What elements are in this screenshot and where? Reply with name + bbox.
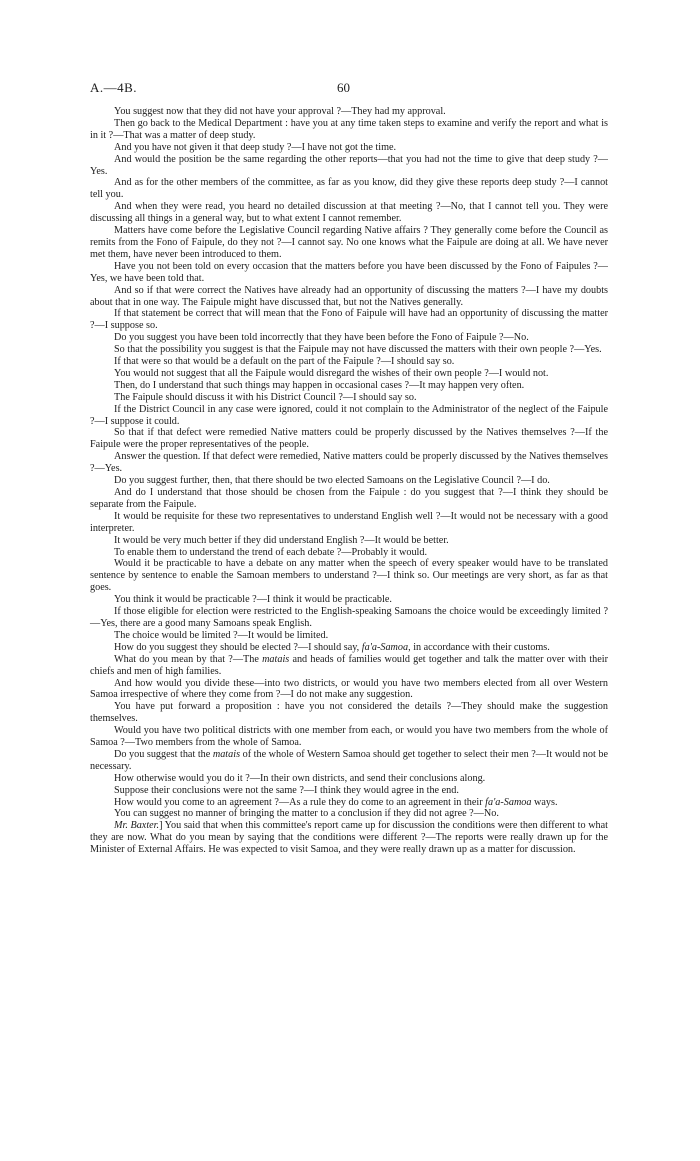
paragraph-text: You can suggest no manner of bringing the matter to a conclusion if they did not agree ?—No. xyxy=(114,808,499,820)
paragraph-text: You have put forward a proposition : have you not considered the details ?—They should make the suggestion themselves. xyxy=(90,701,608,725)
paragraph-text: Have you not been told on every occasion that the matters before you have been discussed by the Fono of Faipules ?—Yes, we have been told that. xyxy=(90,260,608,284)
paragraph-text: You suggest now that they did not have your approval ?—They had my approval. xyxy=(114,106,446,117)
transcript-paragraph xyxy=(90,547,608,559)
evidence-transcript xyxy=(90,106,608,856)
paragraph-text: If that statement be correct that will mean that the Fono of Faipule will have had an opportunity of discussing the matter ?—I suppose so. xyxy=(90,308,608,332)
paragraph-text: And do I understand that those should be chosen from the Faipule : do you suggest that ?—I think they should be separate from the Faipule. xyxy=(90,487,608,510)
paragraph-text: If the District Council in any case were ignored, could it not complain to the Administrator of the neglect of the Faipule ?—I suppose it could. xyxy=(90,403,608,427)
paragraph-text: Matters have come before the Legislative Council regarding Native affairs ? They generally come before the Council as remits from the Fono of Faipule, do they not ?—I cannot say. No one knows what the Faipule are doing at all. We have never met them, have never been introduced to them. xyxy=(90,225,608,260)
transcript-paragraph xyxy=(90,106,608,118)
paragraph-text: Do you suggest further, then, that there should be two elected Samoans on the Legislative Council ?—I do. xyxy=(114,475,550,487)
paragraph-text: How otherwise would you do it ?—In their own districts, and send their conclusions along. xyxy=(114,772,486,784)
transcript-paragraph xyxy=(90,368,608,380)
transcript-paragraph xyxy=(90,725,608,749)
transcript-paragraph xyxy=(90,261,608,285)
italic-text: Mr. Baxter. xyxy=(114,820,160,832)
paragraph-text: Answer the question. If that defect were remedied, Native matters could be properly discussed by the Natives themselves ?—Yes. xyxy=(90,451,608,475)
document-reference: A.—4B. xyxy=(90,80,138,95)
paragraph-text: And as for the other members of the committee, as far as you know, did they give these reports deep study ?—I cannot tell you. xyxy=(90,177,608,201)
paragraph-text: Would you have two political districts with one member from each, or would you have two members from the whole of Samoa ?—Two members from the whole of Samoa. xyxy=(90,725,608,749)
paragraph-text: You think it would be practicable ?—I think it would be practicable. xyxy=(114,594,392,606)
paragraph-text: And you have not given it that deep study ?—I have not got the time. xyxy=(114,141,397,153)
page-number: 60 xyxy=(337,80,350,95)
transcript-paragraph xyxy=(90,475,608,487)
transcript-paragraph xyxy=(90,392,608,404)
paragraph-text: How do you suggest they should be elected ?—I should say, xyxy=(114,641,362,653)
paragraph-text: To enable them to understand the trend of each debate ?—Probably it would. xyxy=(114,546,428,558)
italic-text: fa'a-Samoa xyxy=(361,641,409,653)
paragraph-text: and heads of families would get together and talk the matter over with their chiefs and men of high families. xyxy=(90,653,608,677)
page-header xyxy=(90,80,610,96)
paragraph-text: Do you suggest you have been told incorrectly that they have been before the Fono of Faipule ?—No. xyxy=(114,332,529,344)
transcript-paragraph xyxy=(90,177,608,201)
paragraph-text: So that the possibility you suggest is that the Faipule may not have discussed the matters with their own people ?—Yes. xyxy=(114,344,602,356)
italic-text: matais xyxy=(212,748,241,760)
transcript-paragraph xyxy=(90,535,608,547)
transcript-paragraph xyxy=(90,785,608,797)
paragraph-text: The choice would be limited ?—It would be limited. xyxy=(114,629,329,641)
transcript-paragraph xyxy=(90,642,608,654)
transcript-paragraph xyxy=(90,118,608,142)
transcript-paragraph xyxy=(90,749,608,773)
paragraph-text: ] You said that when this committee's report came up for discussion the conditions were then different to what they are now. What do you mean by saying that the conditions were different ?—The reports were really drawn up for the Minister of External Affairs. He was expected to visit Samoa, and they were really drawn up as a matter for discussion. xyxy=(90,820,608,856)
transcript-paragraph xyxy=(90,451,608,475)
paragraph-text: How would you come to an agreement ?—As a rule they do come to an agreement in their xyxy=(114,796,486,808)
transcript-paragraph xyxy=(90,225,608,261)
transcript-paragraph xyxy=(90,773,608,785)
paragraph-text: So that if that defect were remedied Native matters could be properly discussed by the Natives themselves ?—If the Faipule were the proper representatives of the people. xyxy=(90,427,608,451)
transcript-paragraph xyxy=(90,344,608,356)
paragraph-text: And when they were read, you heard no detailed discussion at that meeting ?—No, that I cannot tell you. They were discussing all things in a general way, but to what extent I cannot remember. xyxy=(90,201,608,225)
italic-text: fa'a-Samoa xyxy=(485,796,532,808)
transcript-paragraph xyxy=(90,820,608,856)
transcript-paragraph xyxy=(90,511,608,535)
transcript-paragraph xyxy=(90,630,608,642)
transcript-paragraph xyxy=(90,356,608,368)
paragraph-text: Do you suggest that the xyxy=(114,748,213,760)
transcript-paragraph xyxy=(90,606,608,630)
transcript-paragraph xyxy=(90,142,608,154)
paragraph-text: If those eligible for election were restricted to the English-speaking Samoans the choice would be exceedingly limited ?—Yes, there are a good many Samoans speak English. xyxy=(90,606,608,629)
paragraph-text: Would it be practicable to have a debate on any matter when the speech of every speaker would have to be translated sentence by sentence to enable the Samoan members to understand ?—I think so. Our meetings are very short, as far as that goes. xyxy=(90,558,608,594)
paragraph-text: The Faipule should discuss it with his District Council ?—I should say so. xyxy=(114,391,417,403)
transcript-paragraph xyxy=(90,797,608,809)
paragraph-text: And would the position be the same regarding the other reports—that you had not the time to give that deep study ?—Yes. xyxy=(90,153,608,177)
paragraph-text: ways. xyxy=(531,796,558,808)
paragraph-text: You would not suggest that all the Faipule would disregard the wishes of their own people ?—I would not. xyxy=(114,367,549,379)
paragraph-text: It would be very much better if they did understand English ?—It would be better. xyxy=(114,534,449,546)
transcript-paragraph xyxy=(90,285,608,309)
transcript-paragraph xyxy=(90,308,608,332)
paragraph-text: Suppose their conclusions were not the same ?—I think they would agree in the end. xyxy=(114,784,459,796)
transcript-paragraph xyxy=(90,487,608,511)
transcript-paragraph xyxy=(90,380,608,392)
paragraph-text: And so if that were correct the Natives have already had an opportunity of discussing the matters ?—I have my doubts about that in one way. The Faipule might have discussed that, but not the Natives generally. xyxy=(90,284,608,308)
transcript-paragraph xyxy=(90,701,608,725)
paragraph-text: , in accordance with their customs. xyxy=(408,641,550,653)
transcript-paragraph xyxy=(90,594,608,606)
italic-text: matais xyxy=(262,653,290,665)
paragraph-text: And how would you divide these—into two districts, or would you have two members elected from all over Western Samoa irrespective of where they come from ?—I do not make any suggestion. xyxy=(90,677,608,701)
paragraph-text: of the whole of Western Samoa should get together to select their men ?—It would not be necessary. xyxy=(90,748,608,772)
transcript-paragraph xyxy=(90,427,608,451)
transcript-paragraph xyxy=(90,332,608,344)
paragraph-text: It would be requisite for these two representatives to understand English well ?—It would not be necessary with a good interpreter. xyxy=(90,510,608,534)
paragraph-text: What do you mean by that ?—The xyxy=(114,653,263,665)
transcript-paragraph xyxy=(90,404,608,428)
transcript-paragraph xyxy=(90,808,608,820)
transcript-paragraph xyxy=(90,654,608,678)
paragraph-text: Then go back to the Medical Department : have you at any time taken steps to examine and verify the report and what is in it ?—That was a matter of deep study. xyxy=(90,117,608,141)
transcript-paragraph xyxy=(90,154,608,178)
paragraph-text: Then, do I understand that such things may happen in occasional cases ?—It may happen very often. xyxy=(114,379,525,391)
transcript-paragraph xyxy=(90,201,608,225)
transcript-paragraph xyxy=(90,678,608,702)
paragraph-text: If that were so that would be a default on the part of the Faipule ?—I should say so. xyxy=(114,356,455,368)
transcript-paragraph xyxy=(90,558,608,594)
